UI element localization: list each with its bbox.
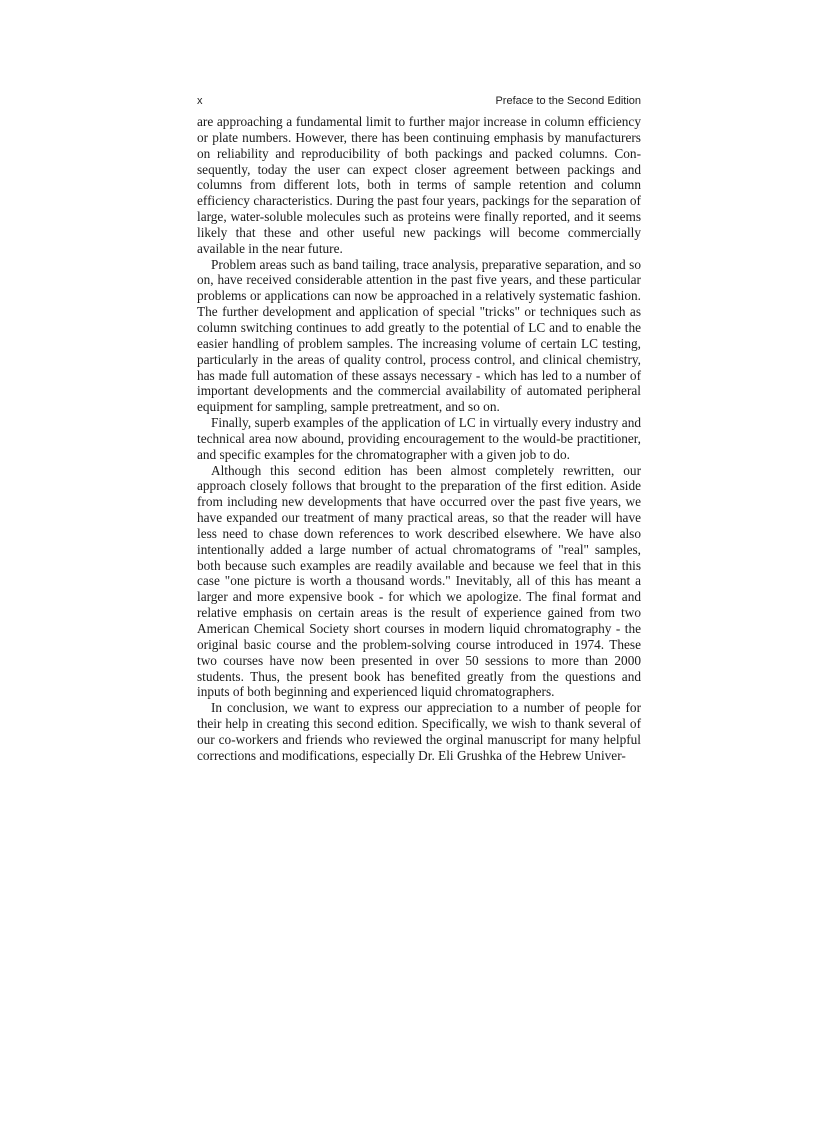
page-number: x — [197, 95, 203, 107]
paragraph-continuation: are approaching a fundamental limit to further major increase in column efficiency or plate numbers. However, there has been continuing emphasis by manufacturers on reliability and reproducibility of both packings and packed columns. Consequently, today the user can expect closer agreement between packings and columns from different lots, both in terms of sample retention and column efficiency characteristics. During the past four years, packings for the separation of large, water-soluble molecules such as proteins were finally reported, and it seems likely that these and other useful new packings will become commercially available in the near future. — [197, 114, 641, 256]
running-head — [197, 95, 641, 113]
paragraph-second-edition: Although this second edition has been almost completely rewritten, our approach closely follows that brought to the preparation of the first edition. Aside from including new developments that have occurred over the past five years, we have expanded our treatment of many practical areas, so that the reader will have less need to chase down references to work described elsewhere. We have also intentionally added a large number of actual chromatograms of "real" samples, both because such examples are readily available and because we feel that in this case "one picture is worth a thousand words." Inevitably, all of this has meant a larger and more expensive book - for which we apologize. The final format and relative emphasis on certain areas is the result of experience gained from two American Chemical Society short courses in modern liquid chromatography - the original basic course and the problem-solving course introduced in 1974. These two courses have now been presented in over 50 sessions to more than 2000 students. Thus, the present book has benefited greatly from the questions and inputs of both beginning and experienced liquid chromatographers. — [197, 462, 641, 700]
body-text — [197, 114, 641, 764]
paragraph-examples: Finally, superb examples of the application of LC in virtually every industry and technical area now abound, providing encouragement to the would-be practitioner, and specific examples for the chromatographer with a given job to do. — [197, 415, 641, 462]
running-title: Preface to the Second Edition — [495, 95, 641, 107]
paragraph-conclusion: In conclusion, we want to express our appreciation to a number of people for their help in creating this second edition. Specifically, we wish to thank several of our co-workers and friends who reviewed the orginal manuscript for many helpful corrections and modifications, especially Dr. Eli Grushka of the Hebrew Univer- — [197, 700, 641, 763]
paragraph-problem-areas: Problem areas such as band tailing, trace analysis, preparative separation, and so on, have received considerable attention in the past five years, and these particular problems or applications can now be approached in a relatively systematic fashion. The further development and application of special "tricks" or techniques such as column switching continues to add greatly to the potential of LC and to enable the easier handling of problem samples. The increasing volume of certain LC testing, particularly in the areas of quality control, process control, and clinical chemistry, has made full automation of these assays necessary - which has led to a number of important developments and the commercial availability of automated peripheral equipment for sampling, sample pretreatment, and so on. — [197, 256, 641, 415]
book-page — [197, 95, 641, 764]
